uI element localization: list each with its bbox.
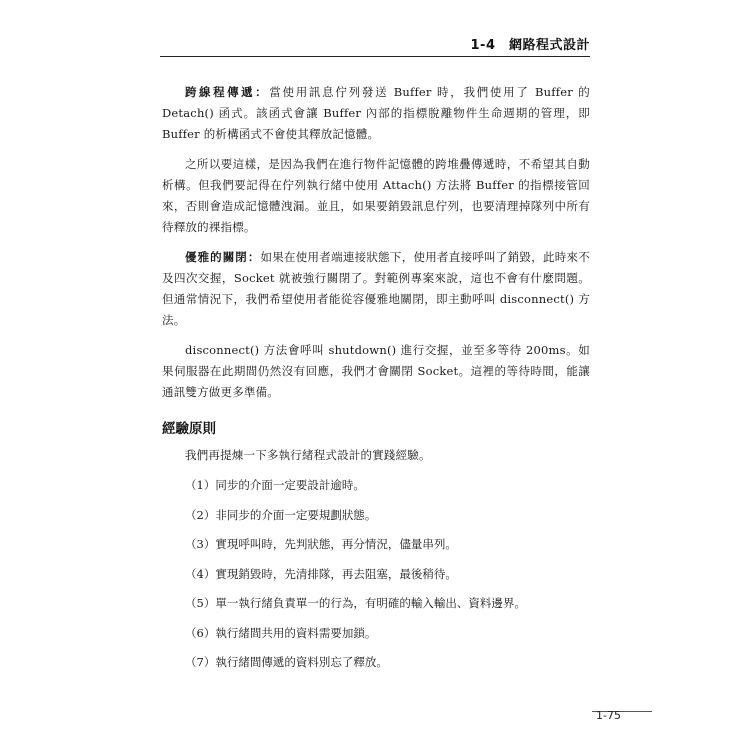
chapter-title: 1-4 網路程式設計 bbox=[470, 38, 590, 53]
list-item: （5）單一執行緒負責單一的行為，有明確的輸入輸出、資料邊界。 bbox=[185, 596, 526, 610]
section-heading: 經驗原則 bbox=[162, 421, 216, 437]
principles-list bbox=[162, 475, 590, 673]
list-item: （1）同步的介面一定要設計逾時。 bbox=[185, 478, 365, 492]
list-item: （3）實現呼叫時，先判狀態，再分情況，儘量串列。 bbox=[185, 537, 457, 551]
list-item: （7）執行緒間傳遞的資料別忘了釋放。 bbox=[185, 655, 388, 669]
paragraph-text: 當使用訊息佇列發送 Buffer 時，我們使用了 Buffer 的 Detach() 函式。該函式會讓 Buffer 內部的指標脫離物件生命週期的管理，即 Buffer 的析構函式不會使其釋放記憶體。 bbox=[162, 85, 590, 141]
section-intro: 我們再提煉一下多執行緒程式設計的實踐經驗。 bbox=[185, 448, 431, 462]
paragraph-graceful-close bbox=[162, 247, 590, 331]
page-number: 1-75 bbox=[596, 709, 621, 722]
list-item: （2）非同步的介面一定要規劃狀態。 bbox=[185, 507, 377, 522]
running-header bbox=[160, 30, 590, 57]
paragraph-lead: 跨線程傳遞： bbox=[185, 85, 270, 99]
page-body bbox=[162, 82, 590, 682]
paragraph-text: disconnect() 方法會呼叫 shutdown() 進行交握，並至多等待 200ms。如果伺服器在此期間仍然沒有回應，我們才會關閉 Socket。這裡的等待時間，能讓通訊雙方做更多準備。 bbox=[162, 343, 590, 399]
list-item: （6）執行緒間共用的資料需要加鎖。 bbox=[185, 625, 377, 640]
paragraph-text: 之所以要這樣，是因為我們在進行物件記憶體的跨堆疊傳遞時，不希望其自動析構。但我們要記得在佇列執行緒中使用 Attach() 方法將 Buffer 的指標接管回來，否則會造成記憶體洩漏。並且，如果要銷毀訊息佇列，也要清理掉隊列中所有待釋放的裸指標。 bbox=[162, 157, 590, 234]
paragraph-disconnect bbox=[162, 340, 590, 403]
paragraph-lead: 優雅的關閉： bbox=[185, 250, 261, 264]
paragraph-reason bbox=[162, 154, 590, 238]
list-item: （4）實現銷毀時，先清排隊，再去阻塞，最後稍待。 bbox=[185, 566, 457, 581]
paragraph-text: 如果在使用者端連接狀態下，使用者直接呼叫了銷毀，此時來不及四次交握，Socket 就被強行關閉了。對範例專案來說，這也不會有什麼問題。但通常情況下，我們希望使用者能從容優雅地關閉，即主動呼叫 disconnect() 方法。 bbox=[162, 250, 590, 327]
paragraph-cross-thread bbox=[162, 82, 590, 145]
